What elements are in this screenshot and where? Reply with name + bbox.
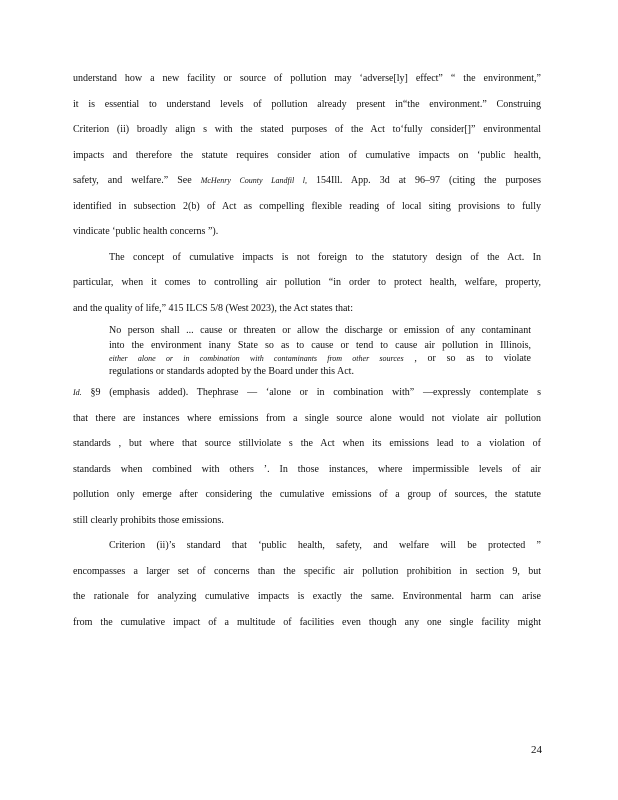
- text-line: encompasses a larger set of concerns than the specific air pollution prohibition in section 9, but: [73, 565, 541, 577]
- text-line: understand how a new facility or source of pollution may ‘adverse[ly] effect” “ the environment,”: [73, 73, 541, 84]
- text-line: The concept of cumulative impacts is not foreign to the statutory design of the Act. In: [109, 251, 541, 263]
- text-span: , or so as to violate: [414, 353, 531, 364]
- text-line: Criterion (ii) broadly align s with the stated purposes of the Act to‘fully consider[]” environmental: [73, 124, 541, 135]
- quote-line: No person shall ... cause or threaten or allow the discharge or emission of any contaminant: [109, 325, 531, 336]
- emphasized-text: either alone or in combination with contaminants from other sources: [109, 354, 404, 363]
- paragraph-4: [73, 533, 541, 635]
- text-line: impacts and therefore the statute requires consider ation of cumulative impacts on ‘public health,: [73, 149, 541, 161]
- text-span: safety, and welfare.” See: [73, 175, 192, 186]
- text-line: standards , but where that source stillviolate s the Act when its emissions lead to a violation of: [73, 438, 541, 449]
- text-line: it is essential to understand levels of pollution already present in“the environment.” Construing: [73, 98, 541, 110]
- paragraph-2: [73, 245, 541, 322]
- text-line: particular, when it comes to controlling air pollution “in order to protect health, welfare, property,: [73, 277, 541, 288]
- text-line: the rationale for analyzing cumulative impacts is exactly the same. Environmental harm can arise: [73, 591, 541, 602]
- quote-line: into the environment inany State so as to cause or tend to cause air pollution in Illinois,: [109, 340, 531, 351]
- case-citation: McHenry County Landfil l,: [200, 176, 307, 185]
- body-text: [73, 66, 541, 635]
- paragraph-1: [73, 66, 541, 245]
- block-quote: [73, 323, 541, 378]
- text-line: [73, 168, 541, 194]
- quote-line: [109, 352, 531, 365]
- text-line: standards when combined with others ’. In those instances, where impermissible levels of air: [73, 463, 541, 475]
- text-line: and the quality of life,” 415 ILCS 5/8 (West 2023), the Act states that:: [73, 302, 353, 314]
- page-number: 24: [531, 744, 542, 756]
- quote-line: regulations or standards adopted by the Board under this Act.: [109, 366, 354, 377]
- paragraph-3: [73, 380, 541, 533]
- text-line: still clearly prohibits those emissions.: [73, 514, 224, 526]
- text-line: [73, 380, 541, 406]
- text-line: identified in subsection 2(b) of Act as compelling flexible reading of local siting provisions to fully: [73, 200, 541, 212]
- text-line: that there are instances where emissions from a single source alone would not violate air pollution: [73, 412, 541, 424]
- text-span: 154Ill. App. 3d at 96–97 (citing the purposes: [316, 175, 541, 186]
- text-line: pollution only emerge after considering the cumulative emissions of a group of sources, the statute: [73, 489, 541, 500]
- text-line: Criterion (ii)’s standard that ‘public health, safety, and welfare will be protected ”: [109, 540, 541, 551]
- text-line: from the cumulative impact of a multitude of facilities even though any one single facility might: [73, 616, 541, 628]
- text-span: §9 (emphasis added). Thephrase — ‘alone or in combination with” —expressly contemplate s: [90, 387, 541, 398]
- citation-id: Id.: [73, 388, 82, 397]
- text-line: vindicate ‘public health concerns ”).: [73, 226, 219, 237]
